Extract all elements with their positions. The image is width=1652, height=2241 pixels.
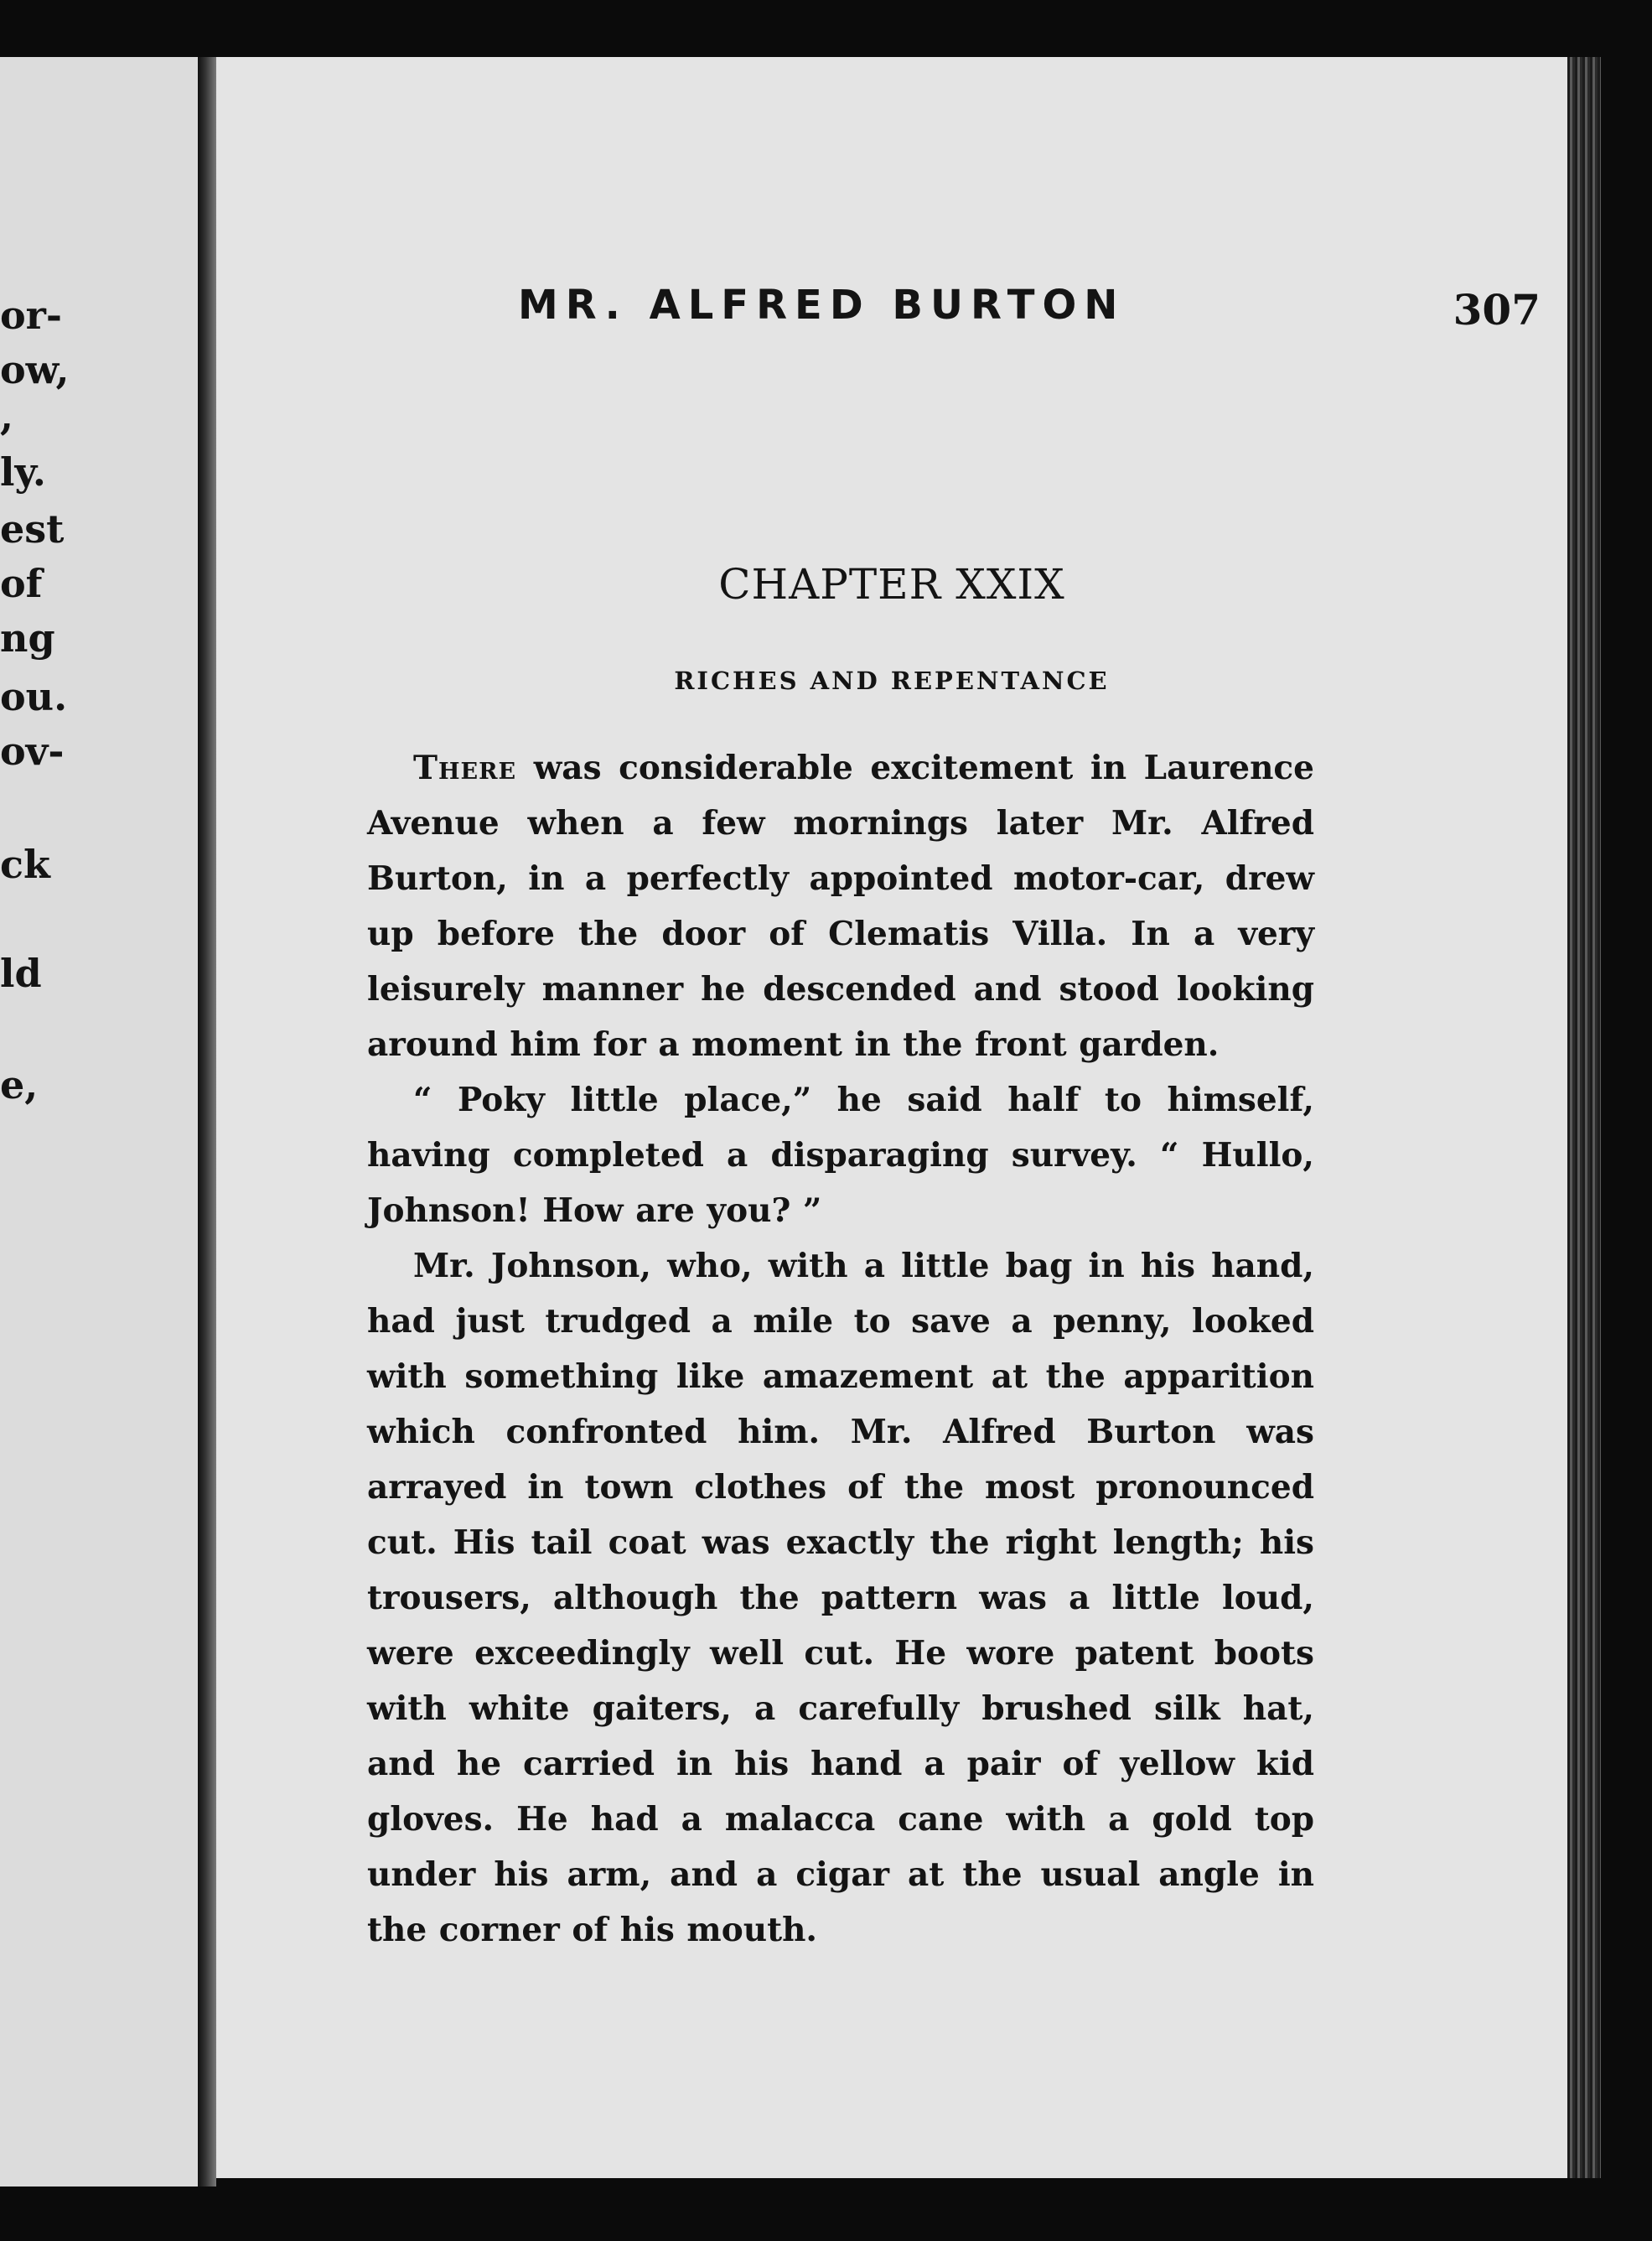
chapter-title: CHAPTER XXIX	[718, 560, 1065, 609]
left-page-fragment: e,	[0, 1062, 39, 1108]
left-page-fragment: ck	[0, 842, 50, 887]
left-page-fragment: ow,	[0, 347, 70, 392]
paragraph: “ Poky little place,” he said half to himself, having completed a disparaging survey. “ Hullo, Johnson! How are you? ”	[367, 1081, 1314, 1230]
paragraph	[367, 740, 1314, 1072]
left-page-fragment: ng	[0, 615, 55, 661]
left-page-edge	[0, 57, 201, 2187]
running-title: MR. ALFRED BURTON	[518, 282, 1126, 329]
right-page	[216, 57, 1567, 2178]
left-page-fragment: or-	[0, 293, 63, 338]
left-page-fragment: ld	[0, 951, 42, 996]
paragraph: Mr. Johnson, who, with a little bag in his hand, had just trudged a mile to save a penny, looked with something like amazement at the apparition which confronted him. Mr. Alfred Burton was arrayed in town clothes of the most pronounced cut. His tail coat was exactly the right length; his trousers, although the pattern was a little loud, were exceedingly well cut. He wore patent boots with white gaiters, a carefully brushed silk hat, and he carried in his hand a pair of yellow kid gloves. He had a malacca cane with a gold top under his arm, and a cigar at the usual angle in the corner of his mouth.	[367, 1247, 1314, 1949]
page-stack-edge	[1567, 57, 1601, 2178]
running-head	[518, 282, 1541, 340]
paragraph-text: was considerable excitement in Laurence Avenue when a few mornings later Mr. Alfred Burton, in a perfectly appointed motor-car, drew up before the door of Clematis Villa. In a very leisurely manner he descended and stood looking around him for a moment in the front garden.	[367, 749, 1314, 1064]
left-page-fragment: est	[0, 506, 65, 552]
left-page-fragment: ,	[0, 393, 14, 438]
left-page-fragment: ov-	[0, 729, 65, 774]
body-text	[367, 740, 1314, 1958]
left-page-fragment: ly.	[0, 449, 46, 495]
drop-word: There	[413, 749, 517, 787]
page-number: 307	[1453, 285, 1541, 335]
left-page-fragment: of	[0, 561, 43, 606]
left-page-fragment: ou.	[0, 674, 68, 719]
chapter-subtitle: RICHES AND REPENTANCE	[674, 667, 1110, 695]
book-gutter	[198, 57, 216, 2187]
